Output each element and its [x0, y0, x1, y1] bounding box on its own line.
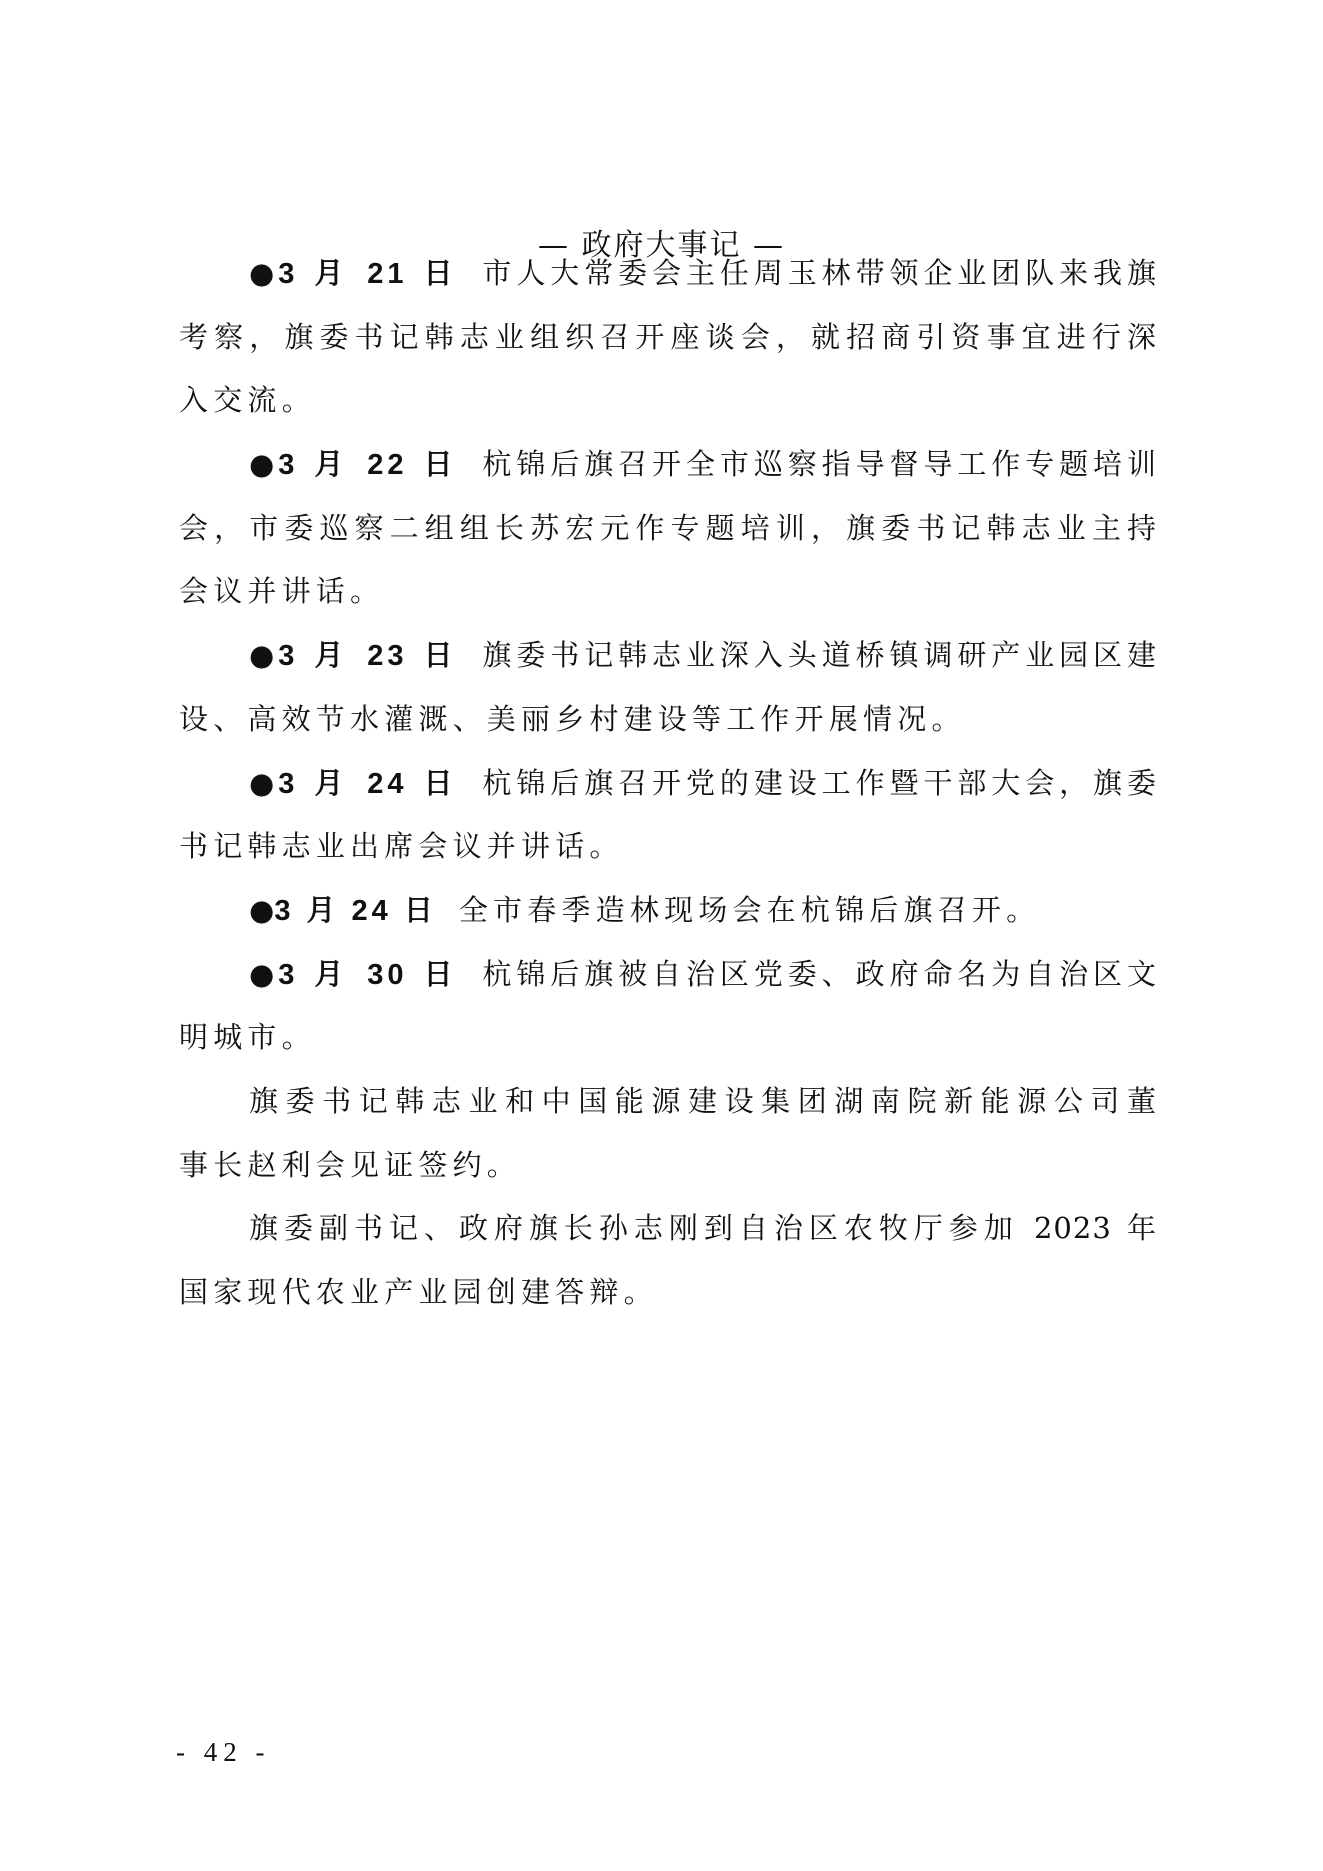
text-line [179, 497, 1157, 561]
line-text: 会议并讲话。 [179, 574, 385, 609]
line-text: 入交流。 [179, 383, 316, 418]
text-line [179, 624, 1157, 688]
event-entry [179, 433, 1157, 624]
page-number: - 42 - [176, 1737, 271, 1767]
event-date [249, 892, 437, 927]
event-date [249, 956, 461, 991]
date-text: 3 月 21 日 [278, 258, 461, 290]
running-header: — 政府大事记 — [537, 228, 786, 263]
event-entry [179, 242, 1157, 433]
line-text: 事长赵利会见证签约。 [179, 1147, 522, 1182]
text-line [179, 752, 1157, 816]
text-line [179, 879, 1157, 943]
event-date [249, 640, 460, 672]
line-text: 市人大常委会主任周玉林带领企业团队来我旗 [482, 256, 1157, 290]
bullet-icon: ● [249, 447, 279, 482]
date-text: 3 月 22 日 [278, 449, 461, 482]
text-line [179, 1070, 1157, 1134]
line-text: 杭锦后旗召开党的建设工作暨干部大会，旗委 [482, 765, 1157, 800]
event-date [249, 258, 460, 290]
event-entry [179, 879, 1157, 943]
bullet-icon: ● [249, 765, 279, 800]
line-text: 书记韩志业出席会议并讲话。 [179, 829, 624, 864]
document-body [179, 242, 1157, 1325]
bullet-icon: ● [249, 638, 279, 673]
event-entry [179, 752, 1157, 879]
text-line [179, 433, 1157, 497]
line-text: 杭锦后旗召开全市巡察指导督导工作专题培训 [482, 447, 1157, 482]
text-line [179, 1197, 1157, 1261]
event-entry [179, 943, 1157, 1070]
event-date [249, 449, 460, 481]
line-text: 旗委书记韩志业和中国能源建设集团湖南院新能源公司董 [249, 1083, 1157, 1118]
event-date [249, 765, 461, 800]
text-line [179, 688, 1157, 752]
text-line [179, 1006, 1157, 1070]
paragraph [179, 1070, 1157, 1197]
line-text: 杭锦后旗被自治区党委、政府命名为自治区文 [482, 956, 1157, 991]
text-line [179, 560, 1157, 624]
text-line [179, 1261, 1157, 1325]
bullet-icon: ● [249, 256, 279, 290]
line-text: 全市春季造林现场会在杭锦后旗召开。 [458, 892, 1041, 927]
line-text: 国家现代农业产业园创建答辩。 [179, 1275, 658, 1309]
bullet-icon: ● [249, 892, 275, 927]
line-text: 明城市。 [179, 1020, 316, 1055]
text-line [179, 943, 1157, 1007]
line-text: 会，市委巡察二组组长苏宏元作专题培训，旗委书记韩志业主持 [179, 510, 1157, 545]
line-text: 设、高效节水灌溉、美丽乡村建设等工作开展情况。 [179, 701, 966, 736]
paragraph [179, 1197, 1157, 1324]
line-text: 旗委副书记、政府旗长孙志刚到自治区农牧厅参加 2023 年 [249, 1211, 1157, 1246]
date-text: 3 月 24 日 [274, 894, 437, 927]
text-line [179, 1134, 1157, 1198]
line-text: 考察，旗委书记韩志业组织召开座谈会，就招商引资事宜进行深 [179, 319, 1157, 354]
text-line [179, 242, 1157, 306]
text-line [179, 369, 1157, 433]
line-text: 旗委书记韩志业深入头道桥镇调研产业园区建 [482, 638, 1157, 673]
date-text: 3 月 23 日 [278, 640, 461, 673]
text-line [179, 815, 1157, 879]
bullet-icon: ● [249, 956, 279, 991]
text-line [179, 306, 1157, 370]
date-text: 3 月 30 日 [278, 958, 461, 991]
event-entry [179, 624, 1157, 751]
date-text: 3 月 24 日 [278, 767, 461, 800]
